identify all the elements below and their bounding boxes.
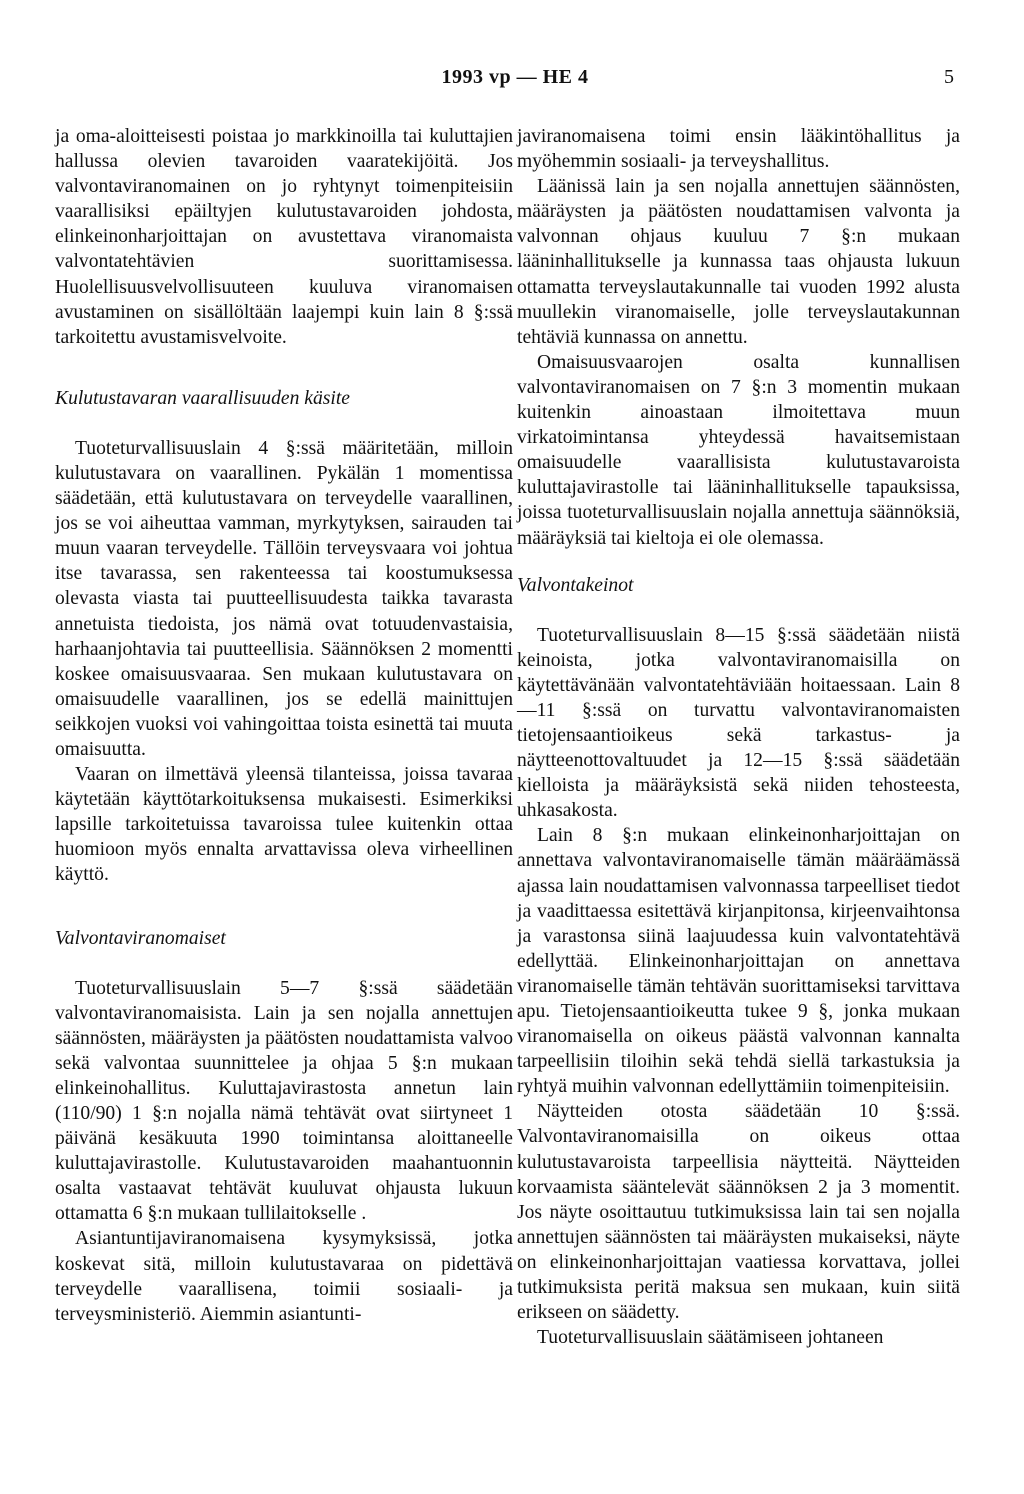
paragraph: Tuoteturvallisuuslain 8—15 §:ssä säädetään niistä keinoista, jotka valvontaviranomaisilla on käytettävänään valvontatehtäviään hoitaessaan. Lain 8—11 §:ssä on turvattu valvontaviranomaisten tietojensaantioikeus sekä tarkastus- ja näytteenottovaltuudet ja 12—15 §:ssä säädetään kielloista ja määräyksistä sekä niiden tehosteesta, uhkasakosta. — [517, 624, 960, 822]
paragraph: Tuoteturvallisuuslain 4 §:ssä määritetään, milloin kulutustavara on vaarallinen. Pykälän 1 momentissa säädetään, että kulutustavara on terveydelle vaarallinen, jos se voi aiheuttaa vamman, myrkytyksen, sairauden tai muun vaaran terveydelle. Tällöin terveysvaara voi johtua itse tavarassa, sen rakenteessa tai koostumuksessa olevasta viasta tai puutteellisuudesta taikka tavarasta annetuista tiedoista, jos nämä ovat totuudenvastaisia, harhaanjohtavia tai puutteellisia. Säännöksen 2 momentti koskee omaisuusvaaraa. Sen mukaan kulutustavara on omaisuudelle vaarallinen, jos se edellä mainittujen seikkojen vuoksi voi vahingoittaa toista esinettä tai muuta omaisuutta. — [55, 437, 513, 760]
left-column — [55, 124, 513, 1327]
paragraph: Asiantuntijaviranomaisena kysymyksissä, jotka koskevat sitä, milloin kulutustavaraa on pidettävä terveydelle vaarallisena, toimii sosiaali- ja terveysministeriö. Aiemmin asiantunti- — [55, 1228, 513, 1325]
paragraph: Läänissä lain ja sen nojalla annettujen säännösten, määräysten ja päätösten noudattamisen valvonta ja valvonnan ohjaus kuuluu 7 §:n mukaan lääninhallitukselle ja kunnassa taas ohjausta lukuun ottamatta terveyslautakunnalle tai vuoden 1992 alusta muullekin viranomaiselle, jolle terveyslautakunnan tehtäviä kunnassa on annettu. — [517, 176, 960, 348]
paragraph: Lain 8 §:n mukaan elinkeinonharjoittajan on annettava valvontaviranomaiselle tämän määräämässä ajassa lain noudattamisen valvonnassa tarpeelliset tiedot ja vaadittaessa esitettävä kirjanpitonsa, kirjeenvaihtonsa ja varastonsa siinä laajuudessa kuin valvontatehtävä edellyttää. Elinkeinonharjoittajan on annettava viranomaiselle tämän tehtävän suorittamiseksi tarvittava apu. Tietojensaantioikeutta tukee 9 §, jonka mukaan viranomaisella on oikeus päästä valvonnan kannalta tarpeellisiin tiloihin sekä tehdä siellä tarkastuksia ja ryhtyä muihin valvonnan edellyttämiin toimenpiteisiin. — [517, 825, 960, 1098]
page-number: 5 — [944, 66, 954, 88]
paragraph: ja oma-aloitteisesti poistaa jo markkinoilla tai kuluttajien hallussa olevien tavaroiden vaaratekijöitä. Jos valvontaviranomainen on jo ryhtynyt toimenpiteisiin vaarallisiksi epäiltyjen kulutustavaroiden johdosta, elinkeinonharjoittajan on avustettava viranomaista valvontatehtävien suorittamisessa. Huolellisuusvelvollisuuteen kuuluva viranomaisen avustaminen on sisällöltään laajempi kuin lain 8 §:ssä tarkoitettu avustamisvelvoite. — [55, 126, 513, 348]
right-column — [517, 124, 960, 1350]
running-title: 1993 vp — HE 4 — [441, 66, 589, 88]
page-header — [0, 66, 1024, 96]
paragraph: javiranomaisena toimi ensin lääkintöhallitus ja myöhemmin sosiaali- ja terveyshallitus. — [517, 126, 960, 173]
paragraph: Tuoteturvallisuuslain 5—7 §:ssä säädetään valvontaviranomaisista. Lain ja sen nojalla annettujen säännösten, määräysten ja päätösten noudattamista valvoo sekä valvontaa suunnittelee ja ohjaa 5 §:n mukaan elinkeinohallitus. Kuluttajavirastosta annetun lain (110/90) 1 §:n nojalla nämä tehtävät ovat siirtyneet 1 päivänä kesäkuuta 1990 toimintansa aloittaneelle kuluttajavirastolle. Kulutustavaroiden maahantuonnin osalta vastaavat tehtävät kuuluvat ohjausta lukuun ottamatta 6 §:n mukaan tullilaitokselle . — [55, 977, 513, 1225]
paragraph: Tuoteturvallisuuslain säätämiseen johtaneen — [537, 1327, 884, 1349]
section-heading: Kulutustavaran vaarallisuuden käsite — [55, 387, 350, 409]
section-heading: Valvontakeinot — [517, 574, 634, 596]
paragraph: Vaaran on ilmettävä yleensä tilanteissa, joissa tavaraa käytetään käyttötarkoituksensa mukaisesti. Esimerkiksi lapsille tarkoitetuissa tavaroissa tulee kuitenkin ottaa huomioon myös ennalta arvattavissa oleva virheellinen käyttö. — [55, 764, 513, 886]
paragraph: Omaisuusvaarojen osalta kunnallisen valvontaviranomaisen on 7 §:n 3 momentin mukaan kuitenkin ainoastaan ilmoitettava muun virkatoimintansa yhteydessä havaitsemistaan omaisuudelle vaarallisista kulutustavaroista kuluttajavirastolle tai lääninhallitukselle tapauksissa, joissa tuoteturvallisuuslain nojalla annettuja säännöksiä, määräyksiä tai kieltoja ei ole olemassa. — [517, 351, 960, 549]
paragraph: Näytteiden otosta säädetään 10 §:ssä. Valvontaviranomaisilla on oikeus ottaa kulutustavaroista tarpeellisia näytteitä. Näytteiden korvaamista sääntelevät säännöksen 2 ja 3 momentit. Jos näyte osoittautuu tutkimuksissa lain tai sen nojalla annettujen säännösten tai määräysten mukaiseksi, näyte on elinkeinonharjoittajan vaatiessa korvattava, jollei tutkimuksista peritä maksua sen mukaan, kuin siitä erikseen on säädetty. — [517, 1101, 960, 1324]
section-heading: Valvontaviranomaiset — [55, 927, 226, 949]
